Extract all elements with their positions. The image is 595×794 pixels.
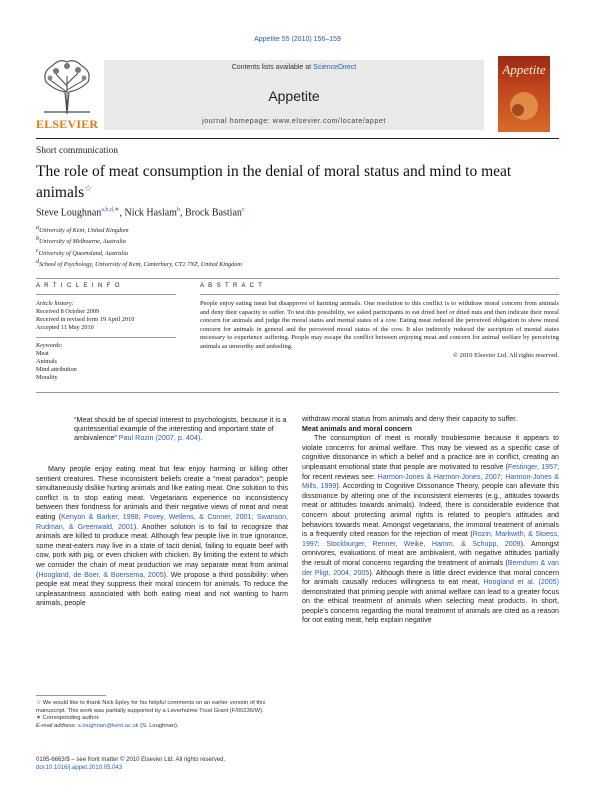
body-paragraph	[36, 465, 288, 609]
footnote-rule	[36, 695, 106, 696]
email-end: (S. Loughnan).	[138, 722, 179, 729]
contents-prefix: Contents lists available at	[231, 64, 314, 71]
epigraph	[74, 415, 304, 443]
affiliation-text: University of Kent, United Kingdom	[39, 227, 129, 235]
citation-link[interactable]: Berndsen & van der Pligt, 2004, 2005	[302, 558, 560, 577]
keyword: Morality	[36, 374, 58, 381]
journal-reference[interactable]: Appetite 55 (2010) 156–159	[254, 36, 341, 43]
issn-line: 0195-6663/$ – see front matter © 2010 Elsevier Ltd. All rights reserved.	[36, 757, 226, 763]
cover-title: Appetite	[502, 62, 546, 77]
affiliation-mark: a	[36, 225, 39, 231]
author-separator: ,	[179, 207, 185, 219]
history-item: Received 8 October 2009	[36, 308, 100, 315]
contents-line	[104, 64, 484, 71]
affiliation-text: School of Psychology, University of Kent, Canterbury, CT2 7NZ, United Kingdom	[39, 260, 242, 268]
info-divider	[36, 337, 176, 338]
abstract-rule	[200, 294, 559, 295]
body-right-column	[302, 415, 559, 626]
publication-ids	[36, 756, 288, 772]
article-info-heading: A R T I C L E I N F O	[36, 283, 121, 289]
author-name[interactable]: Steve Loughnan	[36, 207, 102, 219]
abstract-text: People enjoy eating meat but disapprove of harming animals. One resolution to this conflict is to withdraw moral concern from animals and deny their capacity to suffer. To test this possibility, we asked participants to eat dried beef or dried nuts and then indicate their moral concern for animals and judge the moral status and mental states of a cow. Eating meat reduced the perceived obligation to show moral concern for animals in general and the perceived moral status of the cow. It also indirectly reduced the ascription of mental states necessary to experience suffering. People may escape the conflict between enjoying meat and concern for animal welfare by perceiving animals as unworthy and unfeeling.	[200, 300, 559, 350]
body-text: ; for recent reviews see:	[302, 462, 559, 481]
author-affiliation-marks[interactable]: c	[241, 207, 245, 213]
abstract	[200, 300, 559, 360]
affiliation	[36, 247, 242, 258]
abstract-heading: A B S T R A C T	[200, 283, 264, 289]
epigraph-end: .	[200, 433, 203, 443]
article-title-text: The role of meat consumption in the denial of moral status and mind to meat animals	[36, 163, 512, 202]
section-type: Short communication	[36, 146, 119, 156]
header-rule	[36, 138, 559, 139]
epigraph-quote: “Meat should be of special interest to psychologists, because it is a quintessential example of the interesting and important state of ambivalence”	[74, 415, 287, 443]
affiliation	[36, 224, 242, 235]
body-paragraph	[302, 434, 559, 626]
history-item: Received in revised form 19 April 2010	[36, 316, 135, 323]
body-text: ). Although there is little direct evidence that moral concern for animals causally reduces willingness to eat meat,	[302, 568, 560, 587]
affiliation-text: University of Queensland, Australia	[38, 249, 128, 257]
title-footnote-mark[interactable]: ☆	[84, 183, 93, 193]
body-text: ). We propose a third possibility: when people eat meat they suppress their moral concern for animals. To reduce the unpleasantness associated with both eating meat and not wanting to harm animals, people	[36, 570, 288, 608]
citation-link[interactable]: Rozin, Markwith, & Stoess, 1997; Stockburger, Renner, Weike, Hamm, & Schupp, 2009	[302, 530, 559, 548]
sciencedirect-link[interactable]: ScienceDirect	[313, 64, 357, 71]
elsevier-wordmark: ELSEVIER	[36, 117, 99, 131]
citation-link[interactable]: Hoogland et al. (2005)	[483, 578, 559, 587]
email-line	[36, 723, 288, 731]
author-name[interactable]: Brock Bastian	[184, 207, 242, 219]
corresponding-author-note: ∗ Corresponding author.	[36, 715, 100, 722]
keywords-label: Keywords:	[36, 342, 63, 349]
footnotes	[36, 700, 288, 730]
article-info	[36, 300, 176, 382]
citation-link[interactable]: Hoogland, de Boer, & Boersema, 2005	[38, 570, 164, 579]
keyword: Animals	[36, 358, 57, 365]
journal-cover-image[interactable]	[498, 56, 550, 132]
article-title	[36, 163, 546, 201]
affiliation	[36, 258, 242, 269]
citation-link[interactable]: Kenyon & Barker, 1998; Povey, Wellens, & Conner, 2001; Swanson, Rudman, & Greenwald, 2001	[36, 512, 288, 531]
keyword: Mind attribution	[36, 366, 77, 373]
section-heading: Meat animals and moral concern	[302, 424, 412, 433]
abstract-bottom-rule	[36, 392, 559, 393]
author-affiliation-marks[interactable]: b	[176, 207, 180, 213]
body-left-column	[36, 465, 288, 609]
journal-banner	[36, 56, 559, 134]
author-list	[36, 206, 245, 218]
body-text: The consumption of meat is morally troublesome because it appears to violate concerns for animal welfare. This may be viewed as a specific case of cognitive dissonance in which a belief and a practice are in conflict, creating an unpleasant emotional state that people are motivated to resolve (	[302, 434, 559, 471]
journal-name: Appetite	[268, 88, 320, 104]
author-separator: ,	[119, 207, 125, 219]
elsevier-tree-icon	[36, 56, 98, 116]
body-paragraph: withdraw moral status from animals and deny their capacity to suffer.	[302, 415, 518, 423]
affiliations	[36, 224, 242, 269]
email-link[interactable]: s.loughnan@kent.ac.uk	[77, 722, 139, 729]
affiliation	[36, 235, 242, 246]
body-text: Many people enjoy eating meat but few enjoy harming or killing other sentient creatures. These inconsistent beliefs create a “meat paradox”; people simultaneously dislike hurting animals and like eating meat. One solution to this conflict is to stop eating meat. Vegetarians experience no inconsistency between their fondness for animals and their negative views of meat and meat eating (	[36, 465, 288, 521]
info-rule	[36, 294, 176, 295]
abstract-copyright: © 2010 Elsevier Ltd. All rights reserved.	[452, 351, 559, 359]
affiliation-mark: d	[36, 258, 39, 265]
banner-center	[104, 60, 484, 130]
author-name[interactable]: Nick Haslam	[124, 207, 177, 219]
history-item: Accepted 11 May 2010	[36, 324, 94, 331]
affiliation-text: University of Melbourne, Australia	[39, 238, 126, 246]
cover-art-icon	[504, 86, 544, 126]
body-text: ). According to Cognitive Dissonance Theory, people can alleviate this dissonance by altering one of the inconsistent elements (e.g., attitudes towards meat or attitudes towards animals). Indeed, there is considerable evidence that concern about protecting animal rights is related to people’s attitudes and behaviors towards meat. Amongst vegetarians, the immoral treatment of animals is a frequently cited reason for the rejection of meat (	[302, 482, 559, 539]
citation-link[interactable]: Harmon-Jones & Harmon-Jones, 2007; Harmon-Jones & Mills, 1999	[302, 472, 559, 491]
body-text: demonstrated that priming people with animal welfare can lead to a greater focus on the ethical treatment of animals when selecting meat products. In short, people’s concerns regarding the moral treatment of animals are cited as a reason for not eating meat, help explain negative	[302, 587, 559, 625]
doi-link[interactable]: doi:10.1016/j.appet.2010.05.043	[36, 765, 123, 771]
author-affiliation-marks[interactable]: a,b,d,∗	[101, 207, 120, 213]
body-text: ). Another solution is to fail to recognize that animals are killed to produce meat. Although few people live in true ignorance, some meat-eaters may live in a state of tacit denial, failing to equate beef with cow, pork with pig, or even chicken with chicken. By limiting the extent to which we consider the chain of meat production we may separate meat from animal (	[36, 522, 288, 579]
history-label: Article history:	[36, 300, 74, 307]
email-label: E-mail address:	[36, 722, 78, 729]
citation-link[interactable]: Festinger, 1957	[507, 462, 558, 471]
affiliation-mark: c	[36, 247, 39, 254]
epigraph-citation[interactable]: Paul Rozin (2007, p. 404)	[118, 433, 201, 443]
affiliation-mark: b	[36, 236, 39, 243]
elsevier-logo[interactable]	[36, 56, 98, 134]
info-top-rule	[36, 278, 559, 279]
keyword: Meat	[36, 350, 49, 357]
body-text: ). Amongst omnivores, evaluations of meat are ambivalent, with negative attitudes partially the result of moral concerns regarding the treatment of animals (	[302, 539, 560, 567]
acknowledgement-footnote: ☆ We would like to thank Nick Epley for his helpful comments on an earlier version of this manuscript. This work was partially supported by a Leverhulme Trust Grant (F/00236/W).	[36, 700, 266, 714]
journal-homepage-link[interactable]: journal homepage: www.elsevier.com/locate/appet	[202, 118, 386, 125]
